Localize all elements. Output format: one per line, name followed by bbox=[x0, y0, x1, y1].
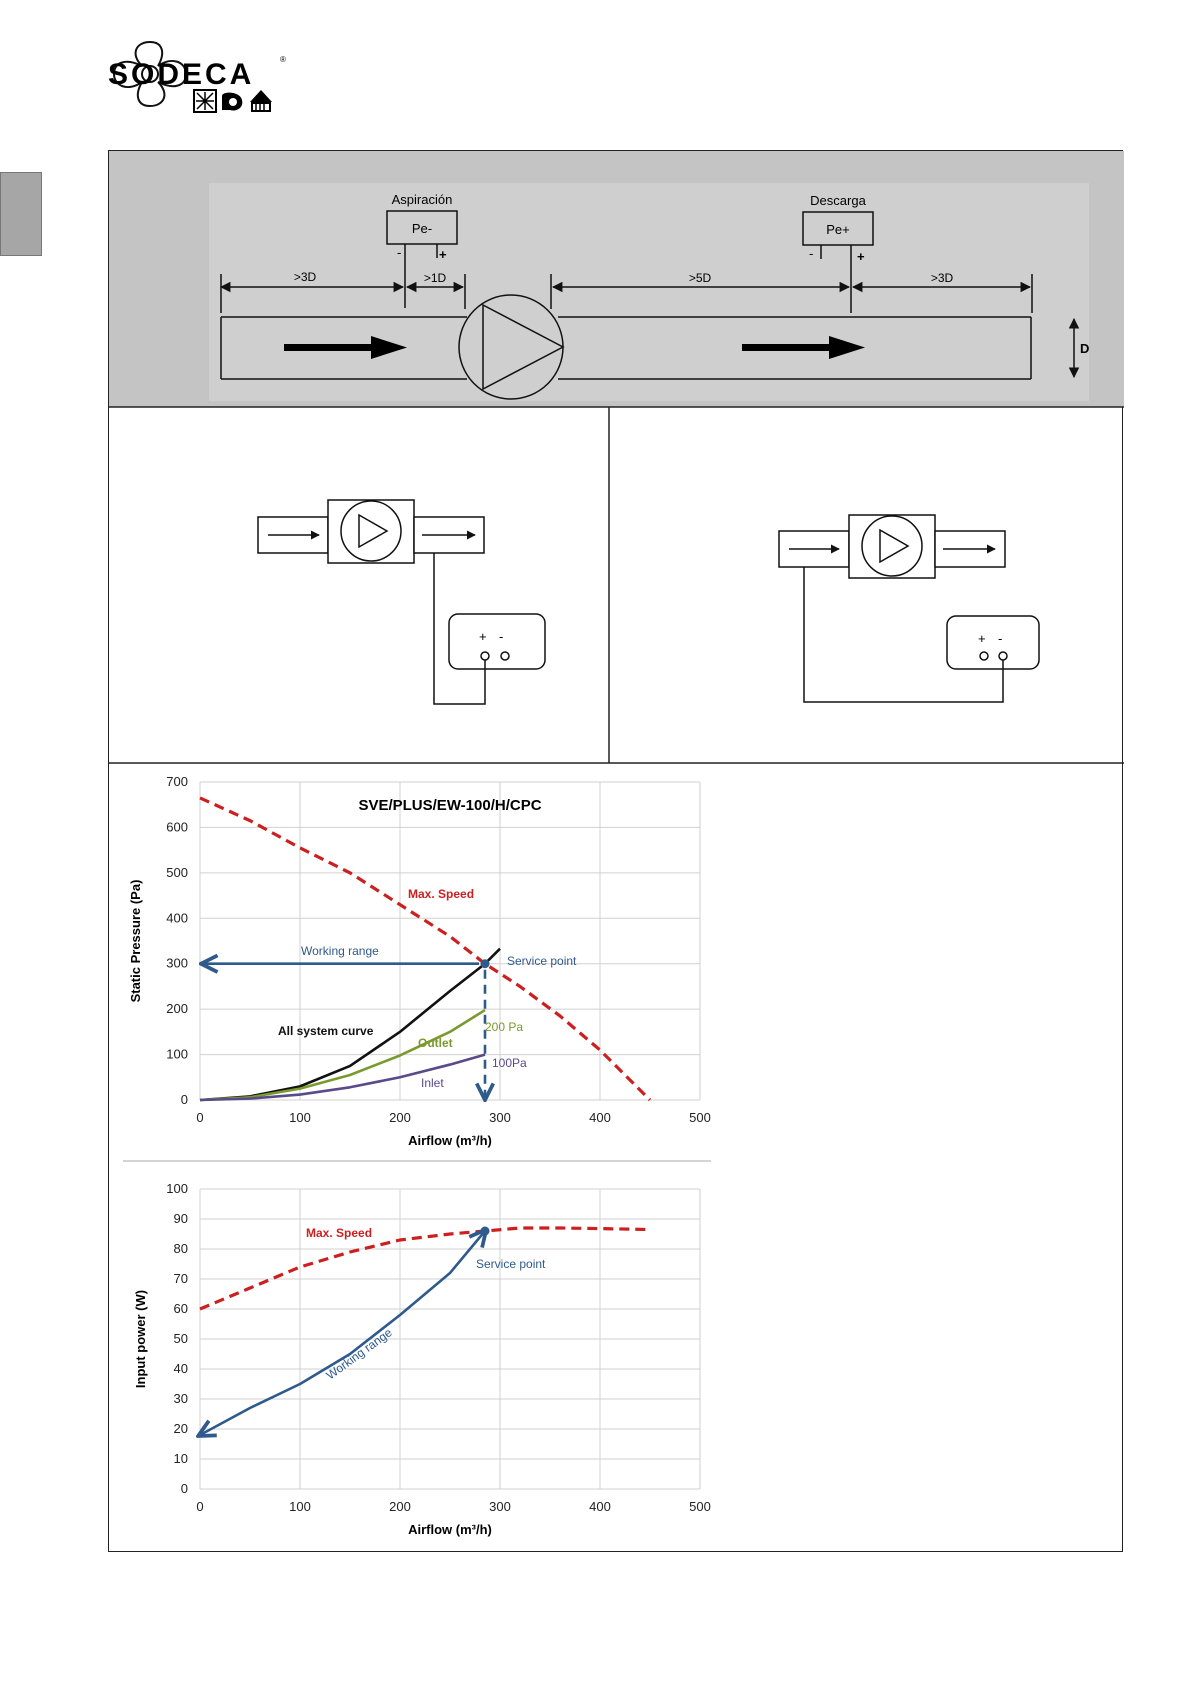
y-tick-label: 0 bbox=[180, 1481, 188, 1496]
static-pressure-chart bbox=[120, 765, 720, 1165]
y-tick-label: 700 bbox=[166, 774, 188, 789]
right-plus: + bbox=[978, 631, 986, 646]
y-tick-label: 200 bbox=[166, 1001, 188, 1017]
roof-fan-icon bbox=[250, 90, 272, 111]
aspiracion-box-label: Pe- bbox=[411, 221, 433, 236]
y-tick-label: 600 bbox=[166, 819, 188, 835]
aspiracion-title: Aspiración bbox=[391, 192, 453, 207]
y-tick-label: 80 bbox=[173, 1241, 188, 1256]
small-diagram-right bbox=[779, 515, 1039, 702]
y-tick-label: 20 bbox=[173, 1421, 188, 1436]
y-tick-label: 10 bbox=[173, 1451, 188, 1466]
product-icons bbox=[194, 90, 272, 112]
annotation-service-point: Service point bbox=[507, 954, 577, 968]
sodeca-logo bbox=[100, 36, 300, 120]
y-tick-label: 40 bbox=[173, 1361, 188, 1376]
x-tick-label: 0 bbox=[196, 1499, 204, 1514]
annotation-100pa: 100Pa bbox=[492, 1056, 527, 1070]
x-tick-label: 100 bbox=[289, 1499, 311, 1514]
annotation-200-pa: 200 Pa bbox=[485, 1020, 524, 1034]
y-axis-label: Input power (W) bbox=[133, 1289, 148, 1389]
descarga-box-label: Pe+ bbox=[826, 222, 850, 237]
centrifugal-fan-icon bbox=[222, 93, 242, 111]
series-line-working-range bbox=[200, 1231, 485, 1435]
annotation-max-speed: Max. Speed bbox=[408, 887, 475, 901]
x-tick-label: 400 bbox=[589, 1499, 611, 1514]
service-point-marker bbox=[481, 1227, 490, 1236]
y-tick-label: 60 bbox=[173, 1301, 188, 1316]
annotation-outlet: Outlet bbox=[418, 1036, 453, 1050]
x-tick-label: 300 bbox=[489, 1110, 511, 1125]
small-diagram-left bbox=[258, 500, 545, 704]
dim-inlet-gap: >1D bbox=[423, 271, 447, 285]
x-axis-label: Airflow (m³/h) bbox=[408, 1522, 492, 1537]
input-power-chart bbox=[120, 1175, 720, 1545]
series-line-max-speed bbox=[200, 1228, 650, 1309]
chart-title: SVE/PLUS/EW-100/H/CPC bbox=[358, 797, 542, 814]
descarga-plus: + bbox=[857, 249, 865, 264]
annotation-inlet: Inlet bbox=[421, 1076, 444, 1090]
left-minus: - bbox=[499, 629, 504, 644]
x-tick-label: 200 bbox=[389, 1110, 411, 1125]
dim-outlet-run: >5D bbox=[688, 271, 712, 285]
dim-outlet-tail: >3D bbox=[930, 271, 954, 285]
y-tick-label: 70 bbox=[173, 1271, 188, 1286]
y-tick-label: 30 bbox=[173, 1391, 188, 1406]
annotation-working-range: Working range bbox=[301, 944, 379, 958]
aspiracion-minus: - bbox=[397, 245, 402, 260]
right-minus: - bbox=[998, 631, 1003, 646]
x-tick-label: 500 bbox=[689, 1110, 711, 1125]
y-tick-label: 300 bbox=[166, 955, 188, 971]
dim-inlet-run: >3D bbox=[293, 270, 317, 284]
aspiracion-plus: + bbox=[439, 247, 447, 262]
y-tick-label: 50 bbox=[173, 1331, 188, 1346]
descarga-minus: - bbox=[809, 246, 814, 261]
annotation-max-speed: Max. Speed bbox=[306, 1226, 373, 1240]
left-plus: + bbox=[479, 629, 487, 644]
x-tick-label: 0 bbox=[196, 1110, 204, 1125]
x-tick-label: 500 bbox=[689, 1499, 711, 1514]
y-tick-label: 100 bbox=[166, 1181, 188, 1196]
y-tick-label: 0 bbox=[180, 1092, 188, 1107]
dim-diameter: D bbox=[1080, 341, 1090, 356]
x-tick-label: 200 bbox=[389, 1499, 411, 1514]
descarga-title: Descarga bbox=[810, 193, 866, 208]
x-tick-label: 100 bbox=[289, 1110, 311, 1125]
y-axis-label: Static Pressure (Pa) bbox=[128, 879, 143, 1003]
x-tick-label: 400 bbox=[589, 1110, 611, 1125]
side-tab bbox=[0, 172, 42, 256]
annotation-all-system-curve: All system curve bbox=[278, 1024, 374, 1038]
duct-panel-inner bbox=[209, 183, 1089, 401]
y-tick-label: 100 bbox=[166, 1046, 188, 1062]
registered-mark: ® bbox=[280, 55, 286, 64]
annotation-working-range: Working range bbox=[323, 1325, 395, 1383]
y-tick-label: 400 bbox=[166, 910, 188, 926]
x-axis-label: Airflow (m³/h) bbox=[408, 1133, 492, 1148]
annotation-service-point: Service point bbox=[476, 1257, 546, 1271]
x-tick-label: 300 bbox=[489, 1499, 511, 1514]
brand-name: SODECA bbox=[108, 58, 255, 91]
y-tick-label: 500 bbox=[166, 864, 188, 880]
y-tick-label: 90 bbox=[173, 1211, 188, 1226]
service-point-marker bbox=[481, 959, 490, 968]
